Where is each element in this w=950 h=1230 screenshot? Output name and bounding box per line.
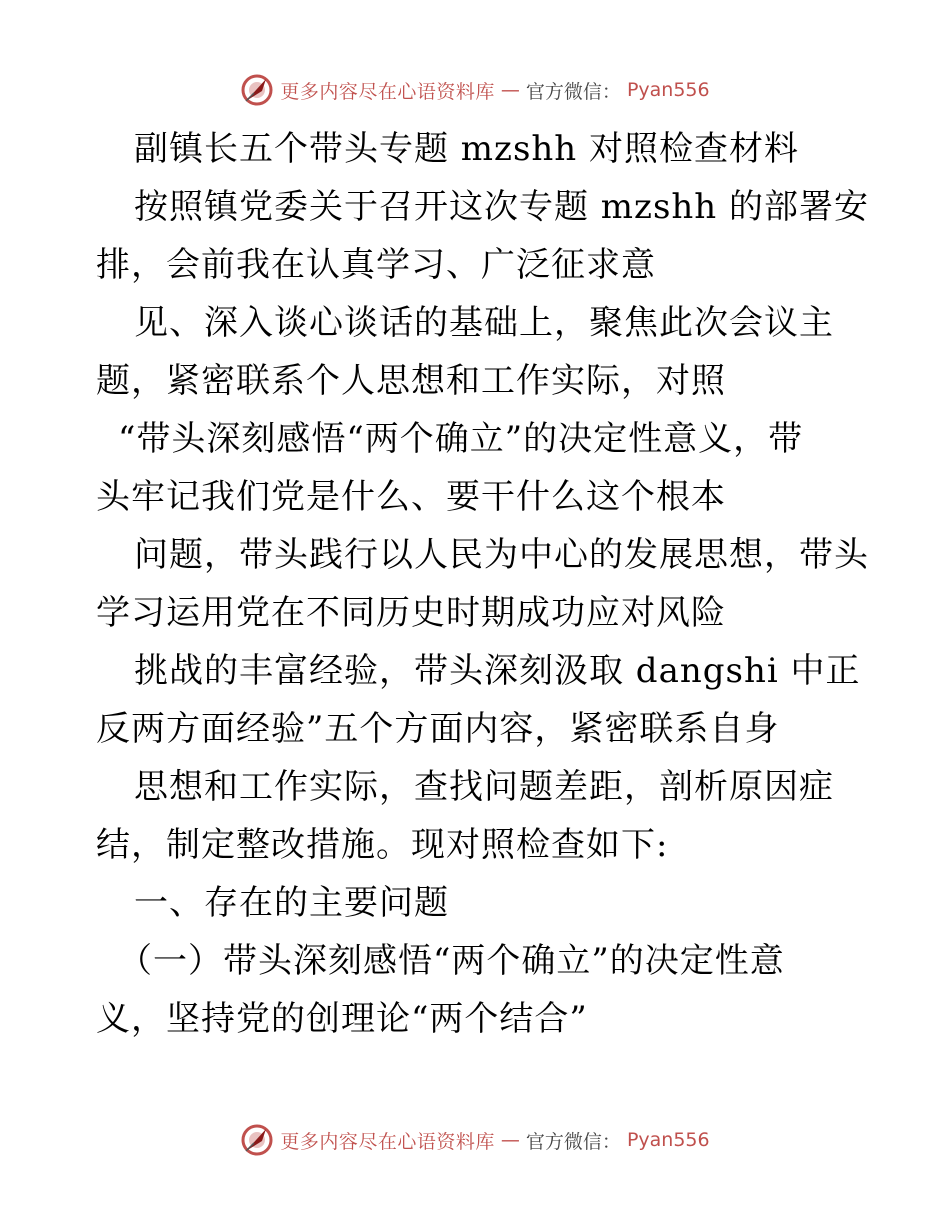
feather-circle-logo-icon	[240, 73, 274, 107]
subsection-heading: （一）带头深刻感悟“两个确立”的决定性意	[118, 941, 785, 981]
watermark-brand: 更多内容尽在心语资料库	[280, 80, 495, 103]
paragraph-line: 头牢记我们党是什么、要干什么这个根本	[96, 477, 726, 517]
paragraph-line: 排，会前我在认真学习、广泛征求意	[96, 245, 656, 285]
paragraph-line: 问题，带头践行以人民为中心的发展思想，带头	[134, 535, 869, 575]
paragraph-line: 挑战的丰富经验，带头深刻汲取 dangshi 中正	[134, 651, 861, 691]
header-watermark	[0, 70, 950, 110]
watermark-wechat-id: Pyan556	[626, 1129, 710, 1151]
watermark-brand: 更多内容尽在心语资料库	[280, 1130, 495, 1153]
section-heading: 一、存在的主要问题	[134, 883, 449, 923]
footer-watermark	[0, 1120, 950, 1160]
document-title: 副镇长五个带头专题 mzshh 对照检查材料	[134, 129, 800, 169]
paragraph-line: 题，紧密联系个人思想和工作实际，对照	[96, 361, 726, 401]
document-body	[96, 123, 870, 1051]
watermark-dash: —	[500, 1129, 520, 1151]
watermark-wechat-id: Pyan556	[626, 79, 710, 101]
paragraph-line: 学习运用党在不同历史时期成功应对风险	[96, 593, 726, 633]
paragraph-line: 义，坚持党的创理论“两个结合”	[96, 999, 588, 1039]
paragraph-line: 思想和工作实际，查找问题差距，剖析原因症	[134, 767, 834, 807]
paragraph-line: 按照镇党委关于召开这次专题 mzshh 的部署安	[134, 187, 870, 227]
watermark-dash: —	[500, 79, 520, 101]
paragraph-line: 结，制定整改措施。现对照检查如下:	[96, 825, 669, 865]
paragraph-line: 见、深入谈心谈话的基础上，聚焦此次会议主	[134, 303, 834, 343]
paragraph-line: “带头深刻感悟“两个确立”的决定性意义，带	[118, 419, 804, 459]
paragraph-line: 反两方面经验”五个方面内容，紧密联系自身	[96, 709, 780, 749]
watermark-official-label: 官方微信：	[525, 1130, 621, 1153]
watermark-official-label: 官方微信：	[525, 80, 621, 103]
feather-circle-logo-icon	[240, 1123, 274, 1157]
